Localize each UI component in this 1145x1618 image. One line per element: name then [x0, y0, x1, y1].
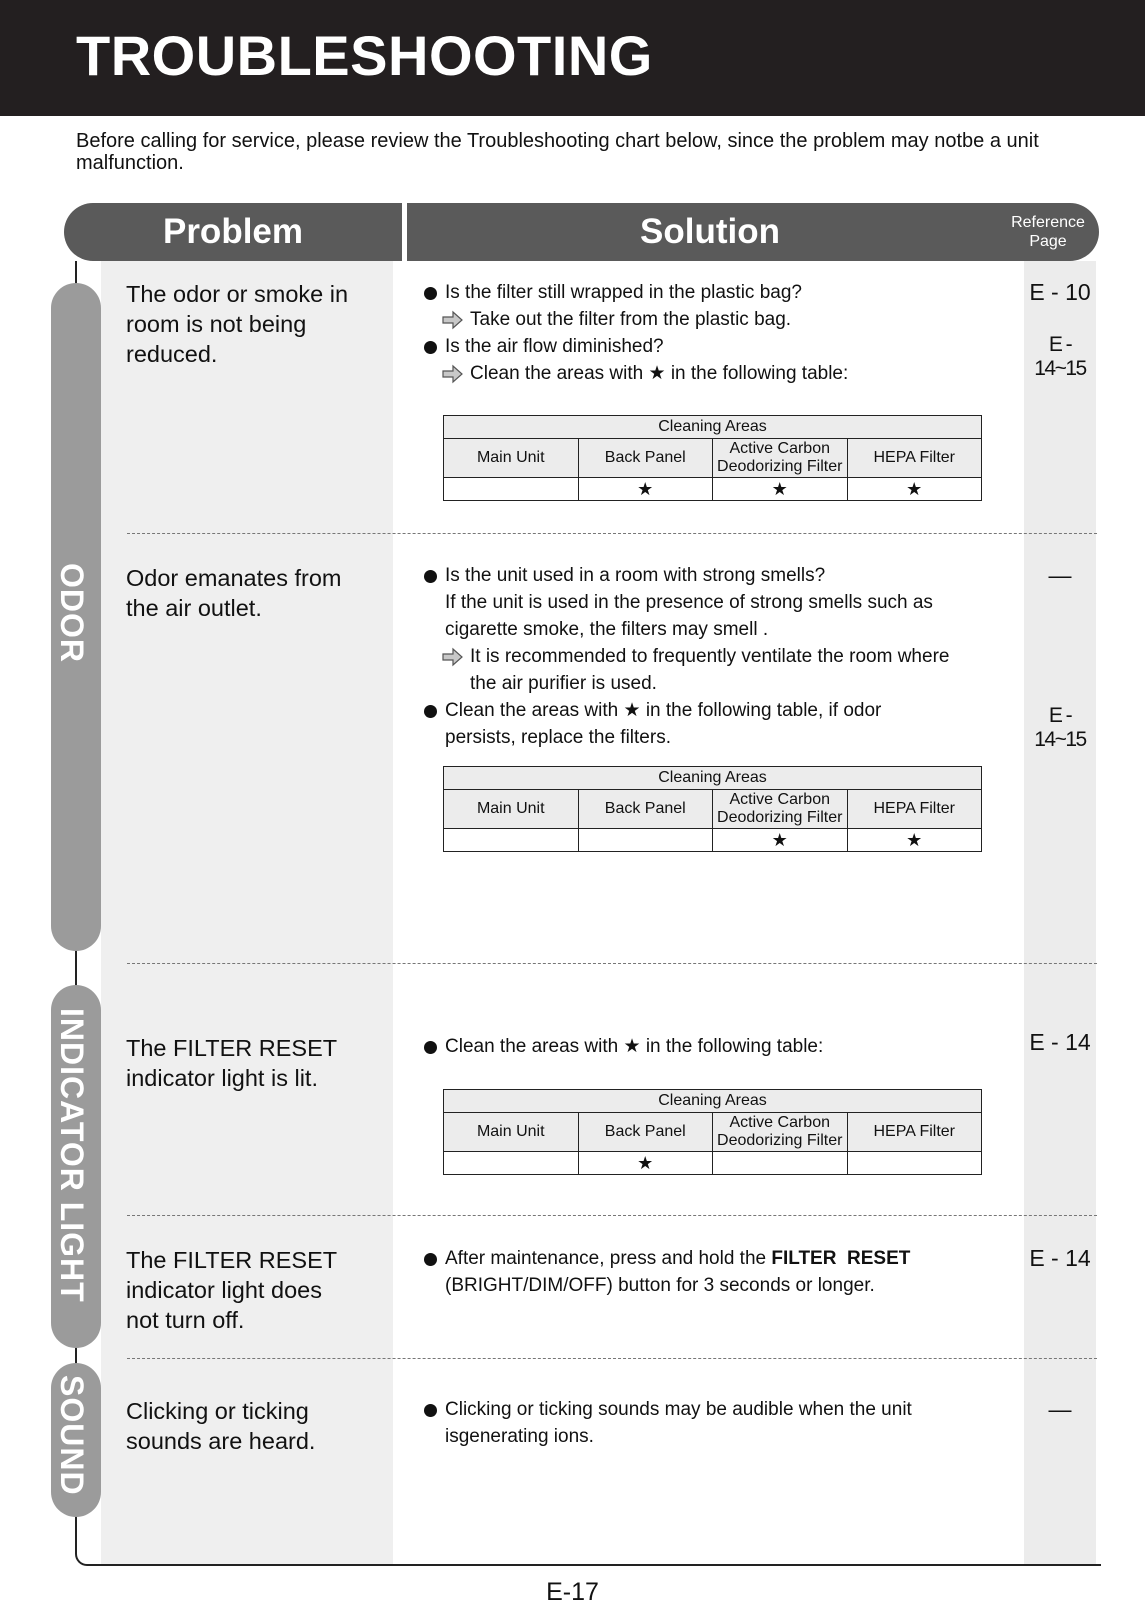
problem-line: The FILTER RESET: [126, 1247, 338, 1273]
col-carbon-filter: [713, 439, 848, 478]
cleaning-areas-title: Cleaning Areas: [444, 767, 982, 790]
mark-cell: ★: [713, 829, 848, 852]
reference-page: E - 14~15: [1034, 333, 1086, 380]
solution-text-odor-from-outlet: [424, 562, 1014, 751]
col-carbon-filter: [713, 790, 848, 829]
cleaning-areas-table: [443, 766, 982, 852]
filter-reset-button-name: FILTER RESET: [771, 1248, 911, 1269]
right-arrow-icon: [442, 310, 464, 330]
reference-page: E - 10: [1029, 279, 1091, 305]
mark-cell: ★: [713, 478, 848, 501]
solution-text: Clicking or ticking sounds may be audible when the unit: [445, 1399, 912, 1420]
bullet-icon: [424, 287, 437, 300]
page-number: E-17: [546, 1578, 599, 1606]
col-back-panel: Back Panel: [578, 1113, 713, 1152]
cleaning-areas-table: [443, 415, 982, 501]
category-label-odor: ODOR: [54, 563, 90, 663]
mark-cell: [713, 1152, 848, 1175]
problem-text-filter-reset-lit: [126, 1033, 391, 1093]
intro-text: Before calling for service, please review the Troubleshooting chart below, since the problem may notbe a unit malfunction.: [76, 130, 1039, 174]
star-icon: ★: [623, 700, 641, 721]
problem-line: the air outlet.: [126, 595, 262, 621]
cleaning-areas-table: [443, 1089, 982, 1175]
problem-line: reduced.: [126, 341, 218, 367]
problem-line: sounds are heard.: [126, 1428, 316, 1454]
solution-continuation-line: persists, replace the filters.: [445, 727, 671, 748]
row-divider: [127, 1358, 1097, 1359]
carbon-line2: Deodorizing Filter: [717, 1132, 843, 1149]
col-main-unit: Main Unit: [444, 1113, 579, 1152]
row-divider: [127, 963, 1097, 964]
col-main-unit: Main Unit: [444, 439, 579, 478]
cleaning-areas-title: Cleaning Areas: [444, 416, 982, 439]
reference-page: E - 14: [1029, 1029, 1091, 1055]
solution-text: in the following table, if odor: [645, 700, 882, 721]
right-arrow-icon: [442, 364, 464, 384]
star-icon: ★: [648, 363, 666, 384]
solution-text-filter-reset-lit: [424, 1033, 1014, 1060]
reference-page: —: [1048, 562, 1072, 588]
reference-page: E - 14~15: [1034, 704, 1086, 751]
problem-text-filter-reset-not-off: [126, 1245, 391, 1335]
solution-text-clicking-sounds: [424, 1396, 1014, 1450]
solution-arrow-line: [424, 643, 1014, 670]
category-tab-sound: [51, 1363, 101, 1517]
problem-line: The FILTER RESET: [126, 1035, 338, 1061]
problem-line: The odor or smoke in: [126, 281, 349, 307]
bullet-icon: [424, 1404, 437, 1417]
solution-text: Clean the areas with: [445, 700, 619, 721]
bullet-icon: [424, 705, 437, 718]
category-label-indicator-light: INDICATOR LIGHT: [54, 1008, 90, 1303]
carbon-line1: Active Carbon: [729, 791, 830, 808]
mark-cell: ★: [578, 1152, 713, 1175]
solution-bullet-line: [424, 1033, 1014, 1060]
solution-continuation-line: cigarette smoke, the filters may smell .: [445, 619, 769, 640]
solution-continuation-line: isgenerating ions.: [445, 1426, 594, 1447]
solution-continuation-line: the air purifier is used.: [470, 673, 657, 694]
reference-header-line1: Reference: [1011, 214, 1085, 231]
col-hepa-filter: HEPA Filter: [847, 439, 982, 478]
cleaning-areas-title: Cleaning Areas: [444, 1090, 982, 1113]
solution-text: After maintenance, press and hold the: [445, 1248, 767, 1269]
solution-column-header: Solution: [640, 212, 780, 251]
solution-text: Is the unit used in a room with strong smells?: [445, 565, 826, 586]
bullet-icon: [424, 1041, 437, 1054]
mark-cell: ★: [847, 829, 982, 852]
solution-text: in the following table:: [670, 363, 849, 384]
reference-page-column-header: [1006, 213, 1090, 251]
solution-bullet-line: [424, 279, 1014, 306]
reference-page: E - 14: [1029, 1245, 1091, 1271]
mark-cell: [578, 829, 713, 852]
solution-continuation-line: (BRIGHT/DIM/OFF) button for 3 seconds or longer.: [445, 1275, 875, 1296]
problem-text-odor-not-reduced: [126, 279, 391, 369]
solution-bullet-line: [424, 1245, 1014, 1272]
problem-line: Clicking or ticking: [126, 1398, 309, 1424]
solution-text: Is the air flow diminished?: [445, 336, 664, 357]
carbon-line2: Deodorizing Filter: [717, 809, 843, 826]
mark-cell: [444, 1152, 579, 1175]
page-title: TROUBLESHOOTING: [76, 24, 653, 87]
solution-arrow-line: [424, 360, 1014, 387]
col-hepa-filter: HEPA Filter: [847, 1113, 982, 1152]
problem-text-clicking-sounds: [126, 1396, 391, 1456]
problem-column-header: Problem: [64, 203, 402, 261]
solution-bullet-line: [424, 697, 1014, 724]
problem-line: not turn off.: [126, 1307, 245, 1333]
mark-cell: ★: [847, 478, 982, 501]
carbon-line1: Active Carbon: [729, 440, 830, 457]
solution-text: Clean the areas with: [470, 363, 644, 384]
category-label-sound: SOUND: [54, 1375, 90, 1496]
solution-arrow-line: [424, 306, 1014, 333]
col-back-panel: Back Panel: [578, 439, 713, 478]
solution-bullet-line: [424, 562, 1014, 589]
col-main-unit: Main Unit: [444, 790, 579, 829]
right-arrow-icon: [442, 647, 464, 667]
mark-cell: [847, 1152, 982, 1175]
star-icon: ★: [623, 1036, 641, 1057]
solution-bullet-line: [424, 1396, 1014, 1423]
col-back-panel: Back Panel: [578, 790, 713, 829]
mark-cell: [444, 478, 579, 501]
solution-text: Is the filter still wrapped in the plastic bag?: [445, 282, 802, 303]
bullet-icon: [424, 1253, 437, 1266]
problem-line: Odor emanates from: [126, 565, 342, 591]
col-hepa-filter: HEPA Filter: [847, 790, 982, 829]
row-divider: [127, 533, 1097, 534]
problem-line: room is not being: [126, 311, 307, 337]
carbon-line1: Active Carbon: [729, 1114, 830, 1131]
bullet-icon: [424, 570, 437, 583]
reference-page: —: [1048, 1396, 1072, 1422]
solution-text-filter-reset-not-off: [424, 1245, 1014, 1299]
solution-text: Take out the filter from the plastic bag.: [470, 309, 792, 330]
mark-cell: [444, 829, 579, 852]
solution-text-odor-not-reduced: [424, 279, 1014, 387]
row-divider: [127, 1215, 1097, 1216]
solution-bullet-line: [424, 333, 1014, 360]
solution-text: It is recommended to frequently ventilate the room where: [470, 646, 950, 667]
problem-line: indicator light does: [126, 1277, 322, 1303]
col-carbon-filter: [713, 1113, 848, 1152]
problem-line: indicator light is lit.: [126, 1065, 318, 1091]
solution-text: in the following table:: [645, 1036, 824, 1057]
reference-header-line2: Page: [1029, 233, 1067, 250]
carbon-line2: Deodorizing Filter: [717, 458, 843, 475]
problem-text-odor-from-outlet: [126, 563, 391, 623]
solution-text: Clean the areas with: [445, 1036, 619, 1057]
mark-cell: ★: [578, 478, 713, 501]
category-tab-odor: [51, 283, 101, 951]
bullet-icon: [424, 341, 437, 354]
solution-continuation-line: If the unit is used in the presence of strong smells such as: [445, 592, 933, 613]
category-tab-indicator-light: [51, 985, 101, 1348]
